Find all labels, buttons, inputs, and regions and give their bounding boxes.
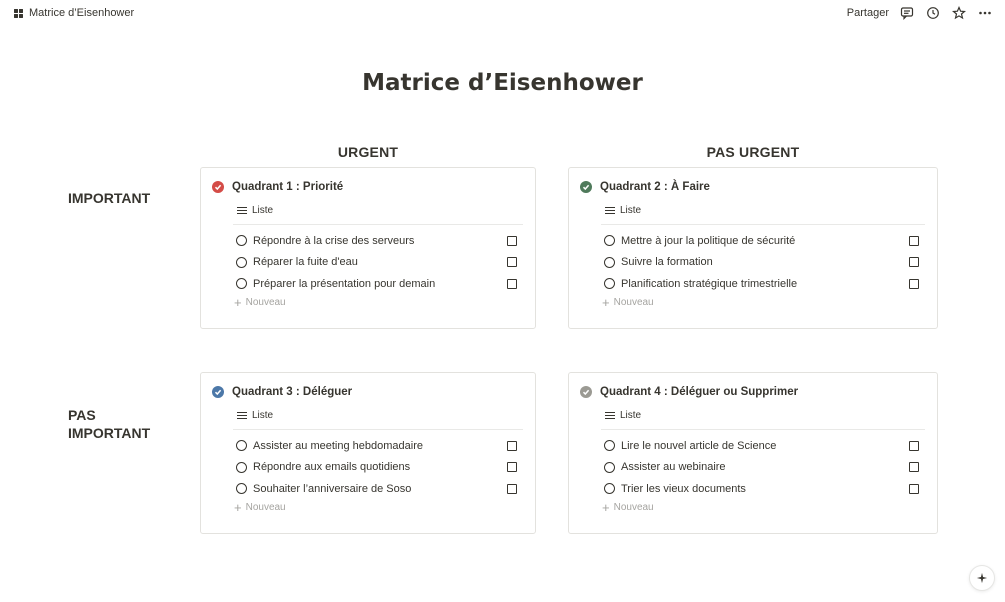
history-icon[interactable] [925,5,941,21]
item-title[interactable]: Répondre aux emails quotidiens [253,461,411,474]
checkbox[interactable] [909,279,919,289]
page-circle-icon [604,257,615,268]
top-actions [847,5,993,21]
share-button[interactable]: Partager [846,7,889,19]
page-circle-icon [604,440,615,451]
check-circle-icon [580,181,592,193]
plus-icon: + [234,294,242,310]
page-title: Matrice d’Eisenhower [362,70,643,96]
checkbox[interactable] [507,279,517,289]
row-header-important: IMPORTANT [68,190,151,206]
check-circle-icon [212,181,224,193]
list-item[interactable] [604,435,919,457]
check-circle-icon [212,386,224,398]
list-icon [605,412,615,420]
item-title[interactable]: Préparer la présentation pour demain [253,277,436,290]
view-tab-list[interactable] [237,205,273,216]
checkbox[interactable] [507,462,517,472]
list-icon [237,412,247,420]
page-circle-icon [236,278,247,289]
checkbox[interactable] [909,257,919,267]
view-tab-list[interactable] [605,410,641,421]
task-list [604,230,919,295]
new-item-label: Nouveau [613,297,654,308]
list-item[interactable] [236,273,517,295]
checkbox[interactable] [507,441,517,451]
task-list [604,435,919,500]
row-header-line: PAS [68,407,96,423]
divider [601,429,925,430]
new-item-label: Nouveau [245,297,286,308]
comment-icon[interactable] [899,5,915,21]
breadcrumb-title[interactable]: Matrice d’Eisenhower [29,7,135,19]
list-item[interactable] [604,457,919,479]
check-circle-icon [580,386,592,398]
new-item-label: Nouveau [613,502,654,513]
page-circle-icon [604,462,615,473]
quadrant-header[interactable] [212,181,343,193]
checkbox[interactable] [909,462,919,472]
list-item[interactable] [604,252,919,274]
ai-assistant-button[interactable] [969,565,995,591]
star-icon[interactable] [951,5,967,21]
item-title[interactable]: Lire le nouvel article de Science [621,439,777,452]
item-title[interactable]: Répondre à la crise des serveurs [253,234,415,247]
quadrant-header[interactable] [212,386,352,398]
task-list [236,435,517,500]
page-circle-icon [236,235,247,246]
sparkle-icon [976,572,988,584]
item-title[interactable]: Souhaiter l’anniversaire de Soso [253,482,412,495]
list-icon [237,207,247,215]
column-header-not-urgent: PAS URGENT [706,144,800,160]
quadrant-4-card [568,372,938,534]
item-title[interactable]: Trier les vieux documents [621,482,746,495]
item-title[interactable]: Assister au meeting hebdomadaire [253,439,423,452]
list-item[interactable] [236,435,517,457]
checkbox[interactable] [507,236,517,246]
checkbox[interactable] [909,236,919,246]
grid-icon [14,9,23,18]
row-header-not-important [68,406,150,442]
list-item[interactable] [236,457,517,479]
quadrant-title[interactable]: Quadrant 3 : Déléguer [232,386,353,398]
view-tab-label: Liste [252,410,274,421]
quadrant-title[interactable]: Quadrant 4 : Déléguer ou Supprimer [600,386,799,398]
item-title[interactable]: Réparer la fuite d'eau [253,256,358,269]
checkbox[interactable] [909,441,919,451]
view-tab-list[interactable] [237,410,273,421]
view-tab-label: Liste [620,205,642,216]
checkbox[interactable] [507,257,517,267]
list-item[interactable] [236,230,517,252]
task-list [236,230,517,295]
item-title[interactable]: Mettre à jour la politique de sécurité [621,234,796,247]
new-item-button[interactable] [602,499,654,515]
page-circle-icon [236,440,247,451]
column-header-urgent: URGENT [337,144,399,160]
quadrant-header[interactable] [580,181,710,193]
page-circle-icon [604,235,615,246]
item-title[interactable]: Suivre la formation [621,256,713,269]
quadrant-2-card [568,167,938,329]
divider [233,224,523,225]
divider [233,429,523,430]
quadrant-title[interactable]: Quadrant 1 : Priorité [232,181,344,193]
divider [601,224,925,225]
checkbox[interactable] [507,484,517,494]
page-circle-icon [604,278,615,289]
breadcrumb[interactable] [14,7,134,19]
plus-icon: + [234,499,242,515]
item-title[interactable]: Assister au webinaire [621,461,726,474]
top-bar [0,0,1005,26]
list-item[interactable] [604,230,919,252]
row-header-line: IMPORTANT [68,425,151,441]
page-circle-icon [604,483,615,494]
page-circle-icon [236,257,247,268]
page-circle-icon [236,483,247,494]
list-item[interactable] [236,252,517,274]
checkbox[interactable] [909,484,919,494]
list-item[interactable] [604,478,919,500]
plus-icon: + [602,499,610,515]
new-item-label: Nouveau [245,502,286,513]
quadrant-1-card [200,167,536,329]
new-item-button[interactable] [234,499,286,515]
view-tab-label: Liste [252,205,274,216]
list-item[interactable] [604,273,919,295]
view-tab-label: Liste [620,410,642,421]
page-circle-icon [236,462,247,473]
quadrant-title[interactable]: Quadrant 2 : À Faire [600,181,710,193]
new-item-button[interactable] [234,294,286,310]
list-item[interactable] [236,478,517,500]
list-icon [605,207,615,215]
more-icon[interactable] [977,5,993,21]
view-tab-list[interactable] [605,205,641,216]
quadrant-3-card [200,372,536,534]
item-title[interactable]: Planification stratégique trimestrielle [621,277,798,290]
quadrant-header[interactable] [580,386,798,398]
new-item-button[interactable] [602,294,654,310]
plus-icon: + [602,294,610,310]
